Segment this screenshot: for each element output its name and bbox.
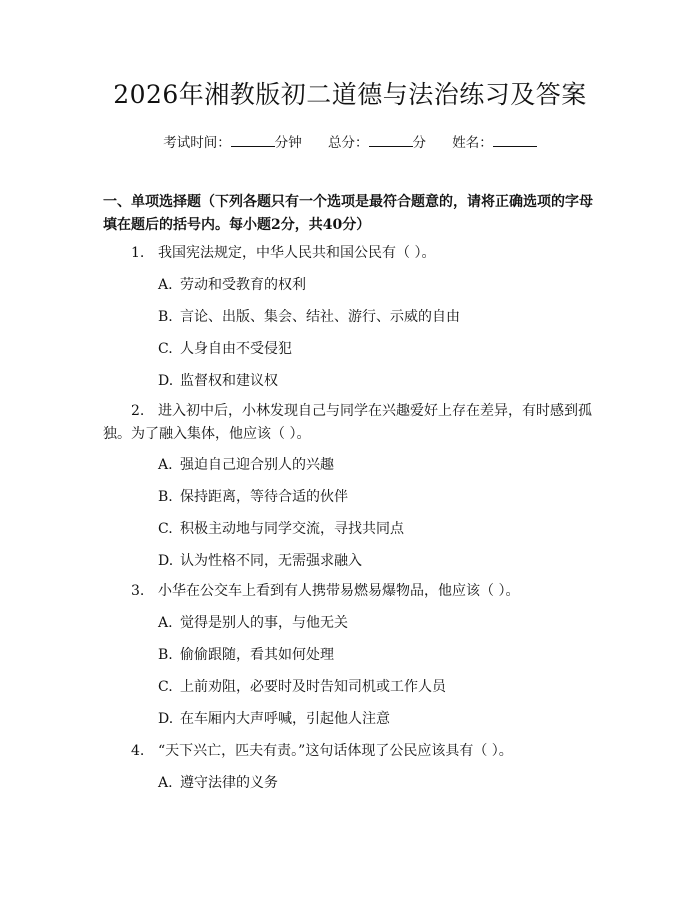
option-key: D.: [158, 373, 174, 389]
question-number: 2.: [131, 403, 145, 419]
option-key: A.: [158, 615, 173, 631]
option-text: 人身自由不受侵犯: [180, 341, 292, 357]
option-key: B.: [158, 647, 173, 663]
question-2: [103, 400, 600, 446]
option-1a: [158, 275, 598, 295]
question-text: 进入初中后，小林发现自己与同学在兴趣爱好上存在差异，有时感到孤独。为了融入集体，他应该（ ）。: [103, 403, 592, 442]
exam-time-unit: 分钟: [274, 135, 302, 151]
option-text: 积极主动地与同学交流，寻找共同点: [180, 521, 404, 537]
total-score-label: 总分：: [328, 135, 369, 151]
name-blank: [493, 132, 537, 147]
exam-time-blank: [231, 132, 275, 147]
option-text: 监督权和建议权: [180, 373, 278, 389]
option-key: B.: [158, 309, 173, 325]
option-key: A.: [158, 775, 173, 791]
option-1d: [158, 371, 598, 391]
option-key: D.: [158, 553, 174, 569]
question-3: [103, 580, 600, 603]
option-key: C.: [158, 521, 173, 537]
option-key: A.: [158, 277, 173, 293]
name-label: 姓名：: [452, 135, 493, 151]
option-text: 偷偷跟随，看其如何处理: [180, 647, 334, 663]
option-3c: [158, 677, 598, 697]
option-2d: [158, 551, 598, 571]
option-key: C.: [158, 341, 173, 357]
option-3a: [158, 613, 598, 633]
total-score-blank: [369, 132, 413, 147]
option-3b: [158, 645, 598, 665]
option-text: 强迫自己迎合别人的兴趣: [180, 457, 334, 473]
name-field: [452, 132, 537, 153]
option-text: 认为性格不同，无需强求融入: [180, 553, 362, 569]
page-title: 2026年湘教版初二道德与法治练习及答案: [113, 80, 587, 109]
total-score-field: [328, 132, 426, 153]
option-text: 劳动和受教育的权利: [180, 277, 306, 293]
question-4: [103, 740, 600, 763]
option-text: 在车厢内大声呼喊，引起他人注意: [180, 711, 390, 727]
option-text: 觉得是别人的事，与他无关: [180, 615, 348, 631]
option-text: 遵守法律的义务: [180, 775, 278, 791]
section-heading: 一、单项选择题（下列各题只有一个选项是最符合题意的，请将正确选项的字母填在题后的括号内。每小题2分，共40分）: [103, 194, 593, 233]
question-number: 4.: [131, 743, 145, 759]
option-3d: [158, 709, 598, 729]
question-number: 3.: [131, 583, 145, 599]
question-number: 1.: [131, 245, 145, 261]
question-1: [103, 242, 600, 265]
option-1c: [158, 339, 598, 359]
exam-time-label: 考试时间：: [163, 135, 231, 151]
option-key: D.: [158, 711, 174, 727]
option-key: B.: [158, 489, 173, 505]
exam-meta-line: [0, 132, 700, 153]
option-key: C.: [158, 679, 173, 695]
option-key: A.: [158, 457, 173, 473]
option-2b: [158, 487, 598, 507]
option-4a: [158, 773, 598, 793]
option-text: 保持距离，等待合适的伙伴: [180, 489, 348, 505]
option-2a: [158, 455, 598, 475]
option-2c: [158, 519, 598, 539]
total-score-unit: 分: [412, 135, 426, 151]
exam-time-field: [163, 132, 302, 153]
option-text: 言论、出版、集会、结社、游行、示威的自由: [180, 309, 460, 325]
question-text: “天下兴亡，匹夫有责。”这句话体现了公民应该具有（ ）。: [158, 743, 513, 759]
question-text: 小华在公交车上看到有人携带易燃易爆物品，他应该（ ）。: [158, 583, 520, 599]
option-text: 上前劝阻，必要时及时告知司机或工作人员: [180, 679, 446, 695]
question-text: 我国宪法规定，中华人民共和国公民有（ ）。: [158, 245, 436, 261]
option-1b: [158, 307, 598, 327]
